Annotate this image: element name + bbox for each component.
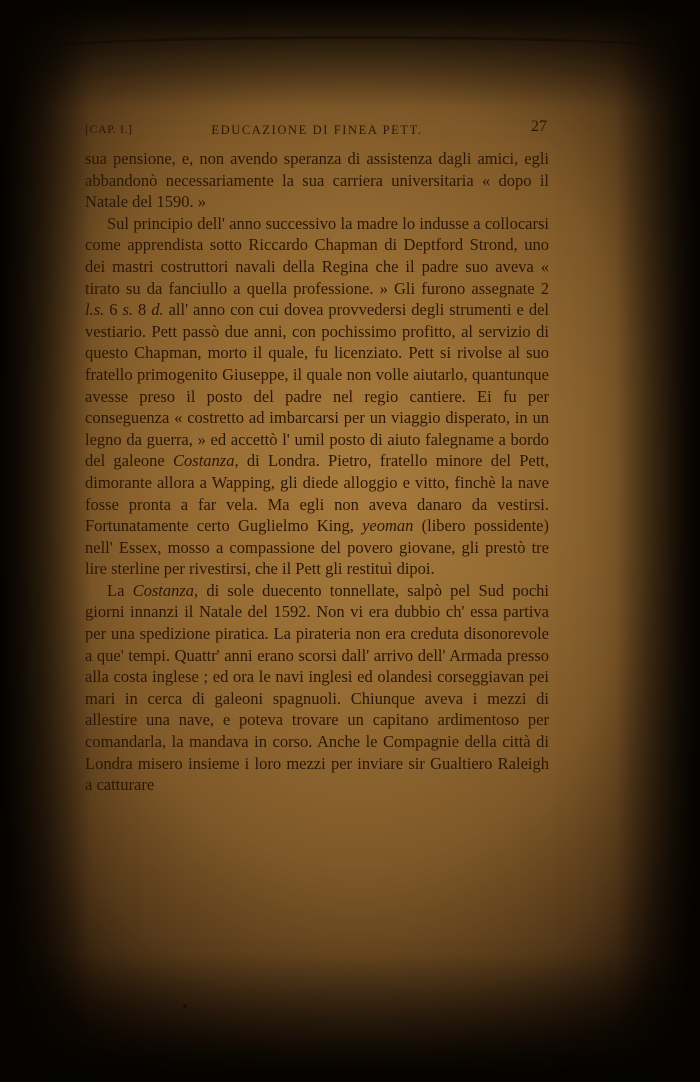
text-run: all' anno con cui dovea provvedersi degli strumenti e del vestiario. Pett passò due anni, con pochissimo profitto, al servizio di questo Chapman, morto il quale, fu licenziato. Pett si rivolse al suo fratello primogenito Giuseppe, il quale non volle aiutarlo, quantunque avesse preso il posto del padre nel regio cantiere. Ei fu per conseguenza « costretto ad imbarcarsi per un viaggio disperato, in un legno da guerra, » ed accettò l' umil posto di aiuto falegname a bordo del galeone [85, 300, 550, 471]
paragraph [85, 580, 549, 796]
text-run: La [107, 580, 133, 600]
text-run: sua pensione, e, non avendo speranza di assistenza dagli amici, egli abbandonò necessariamente la sua carriera universitaria « dopo il Natale del 1590. » [85, 149, 549, 212]
page-number: 27 [531, 118, 547, 135]
text-run: 6 [104, 300, 123, 320]
italic-text-run: Costanza, [173, 451, 239, 471]
italic-text-run: yeoman [362, 516, 414, 536]
page-edge-line [28, 36, 682, 65]
paragraph [85, 213, 549, 580]
running-title: EDUCAZIONE DI FINEA PETT. [211, 123, 423, 137]
text-run: di sole duecento tonnellate, salpò pel Sud pochi giorni innanzi il Natale del 1592. Non vi era dubbio ch' essa partiva per una spedizione piratica. La pirateria non era creduta disonorevole a que' tempi. Quattr' anni erano scorsi dall' arrivo dell' Armada presso alla costa inglese ; ed ora le navi inglesi ed olandesi corseggiavan pei mari in cerca di galeoni spagnuoli. Chiunque aveva i mezzi di allestire una nave, e poteva trovare un capitano ardimentoso per comandarla, la mandava in corso. Anche le Compagnie della città di Londra misero insieme i loro mezzi per inviare sir Gualtiero Raleigh a catturare [85, 580, 549, 795]
italic-text-run: s. [122, 300, 134, 320]
text-run: 8 [133, 300, 152, 320]
ink-speck [183, 1004, 187, 1008]
italic-text-run: l.s. [85, 300, 105, 320]
text-run: Sul principio dell' anno successivo la madre lo indusse a collocarsi come apprendista sotto Riccardo Chapman di Deptford Strond, uno dei mastri costruttori navali della Regina che il padre suo aveva « tirato su da fanciullo a quella professione. » Gli furono assegnate 2 [85, 213, 549, 298]
page-content [85, 118, 549, 796]
text-run: (libero possidente) nell' Essex, mosso a compassione del povero giovane, gli prestò tre lire sterline per rivestirsi, che il Pett gli restituì dipoi. [85, 516, 549, 579]
text-run: di Londra. Pietro, fratello minore del Pett, dimorante allora a Wapping, gli diede alloggio e vitto, finchè la nave fosse pronta a far vela. Ma egli non aveva danaro da vestirsi. Fortunatamente certo Guglielmo King, [85, 451, 549, 536]
italic-text-run: d. [151, 300, 164, 320]
paragraph [85, 148, 549, 213]
page-header [85, 118, 549, 142]
italic-text-run: Costanza, [132, 580, 199, 600]
body-text [85, 148, 549, 796]
chapter-label: [CAP. I.] [85, 122, 133, 136]
